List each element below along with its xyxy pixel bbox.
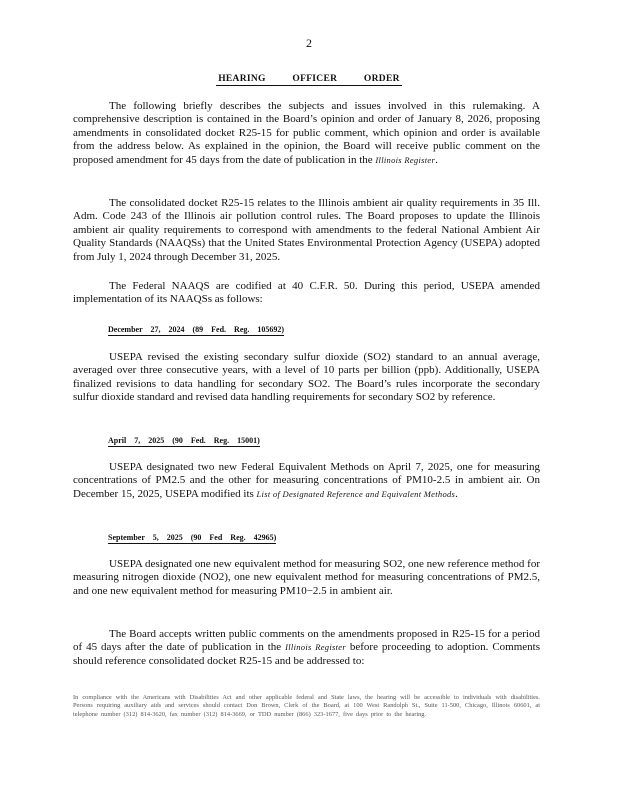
- comments-paragraph-end: before proceeding to adoption. Comments should reference consolidated docket R25-15 and be addressed to:: [73, 641, 541, 667]
- naaqs-paragraph: [73, 280, 540, 307]
- fem-paragraph: [73, 461, 540, 501]
- subheading-april-2025: April 7, 2025 (90 Fed. Reg. 15001): [108, 436, 260, 445]
- subheading-december-2024: December 27, 2024 (89 Fed. Reg. 105692): [108, 325, 285, 334]
- comments-paragraph-text: The Board accepts written public comments on the amendments proposed in R25-15 for a period of 45 days after the date of publication in the: [73, 628, 540, 654]
- page-number: 2: [306, 36, 312, 50]
- intro-paragraph-text: The following briefly describes the subjects and issues involved in this rulemaking. A comprehensive description is contained in the Board’s opinion and order of January 8, 2026, proposing amendments in consolidated docket R25-15 for public comment, which opinion and order is available from the address below. As explained in the opinion, the Board will receive public comment on the proposed amendment for 45 days from the date of publication in the: [73, 100, 540, 166]
- methods-paragraph: [73, 558, 540, 598]
- docket-paragraph-text: The consolidated docket R25-15 relates to the Illinois ambient air quality requirements in 35 Ill. Adm. Code 243 of the Illinois air pollution control rules. The Board proposes to update the Illinois ambient air quality requirements to correspond with amendments to the federal National Ambient Air Quality Standards (NAAQSs) that the United States Environmental Protection Agency (USEPA) adopted from July 1, 2024 through December 31, 2025.: [73, 197, 540, 263]
- fem-paragraph-end: .: [455, 487, 458, 500]
- section-heading-text: HEARING OFFICER ORDER: [218, 74, 400, 84]
- docket-paragraph: [73, 197, 540, 264]
- accessibility-footnote: In compliance with the Americans with Disabilities Act and other applicable federal and State laws, the hearing will be accessible to individuals with disabilities. Persons requiring auxiliary aids and services should contact Don Brown, Clerk of the Board, at 100 West Randolph St., Suite 11-500, Chicago, Illinois 60601, at telephone number (312) 814-3620, fax number (312) 814-3669, or TDD number (866) 323-1677, five days prior to the hearing.: [73, 694, 540, 718]
- methods-paragraph-text: USEPA designated one new equivalent method for measuring SO2, one new reference method for measuring nitrogen dioxide (NO2), one new equivalent method for measuring concentrations of PM2.5, and one new equivalent method for measuring PM10−2.5 in ambient air.: [73, 558, 540, 597]
- intro-paragraph: [73, 100, 540, 167]
- naaqs-paragraph-text: The Federal NAAQS are codified at 40 C.F.R. 50. During this period, USEPA amended implementation of its NAAQSs as follows:: [73, 280, 540, 306]
- so2-paragraph-text: USEPA revised the existing secondary sulfur dioxide (SO2) standard to an annual average, averaged over three consecutive years, with a level of 10 parts per billion (ppb). Additionally, USEPA finalized revisions to data handling for secondary SO2. The Board’s rules incorporate the secondary sulfur dioxide standard and revised data handling requirements for secondary SO2 by reference.: [73, 351, 540, 404]
- illinois-register-title-2: Illinois Register: [285, 642, 346, 653]
- section-heading: [0, 74, 618, 84]
- subheading-september-2025: September 5, 2025 (90 Fed Reg. 42965): [108, 533, 277, 542]
- intro-paragraph-end: .: [435, 153, 438, 166]
- so2-paragraph: [73, 351, 540, 405]
- comments-paragraph: [73, 628, 540, 668]
- illinois-register-title: Illinois Register: [375, 154, 436, 165]
- fem-paragraph-text: USEPA designated two new Federal Equivalent Methods on April 7, 2025, one for measuring concentrations of PM2.5 and the other for measuring concentrations of PM10-2.5 in ambient air. On December 15, 2025, USEPA modified its: [73, 461, 540, 500]
- designated-methods-list-title: List of Designated Reference and Equivalent Methods: [256, 488, 456, 499]
